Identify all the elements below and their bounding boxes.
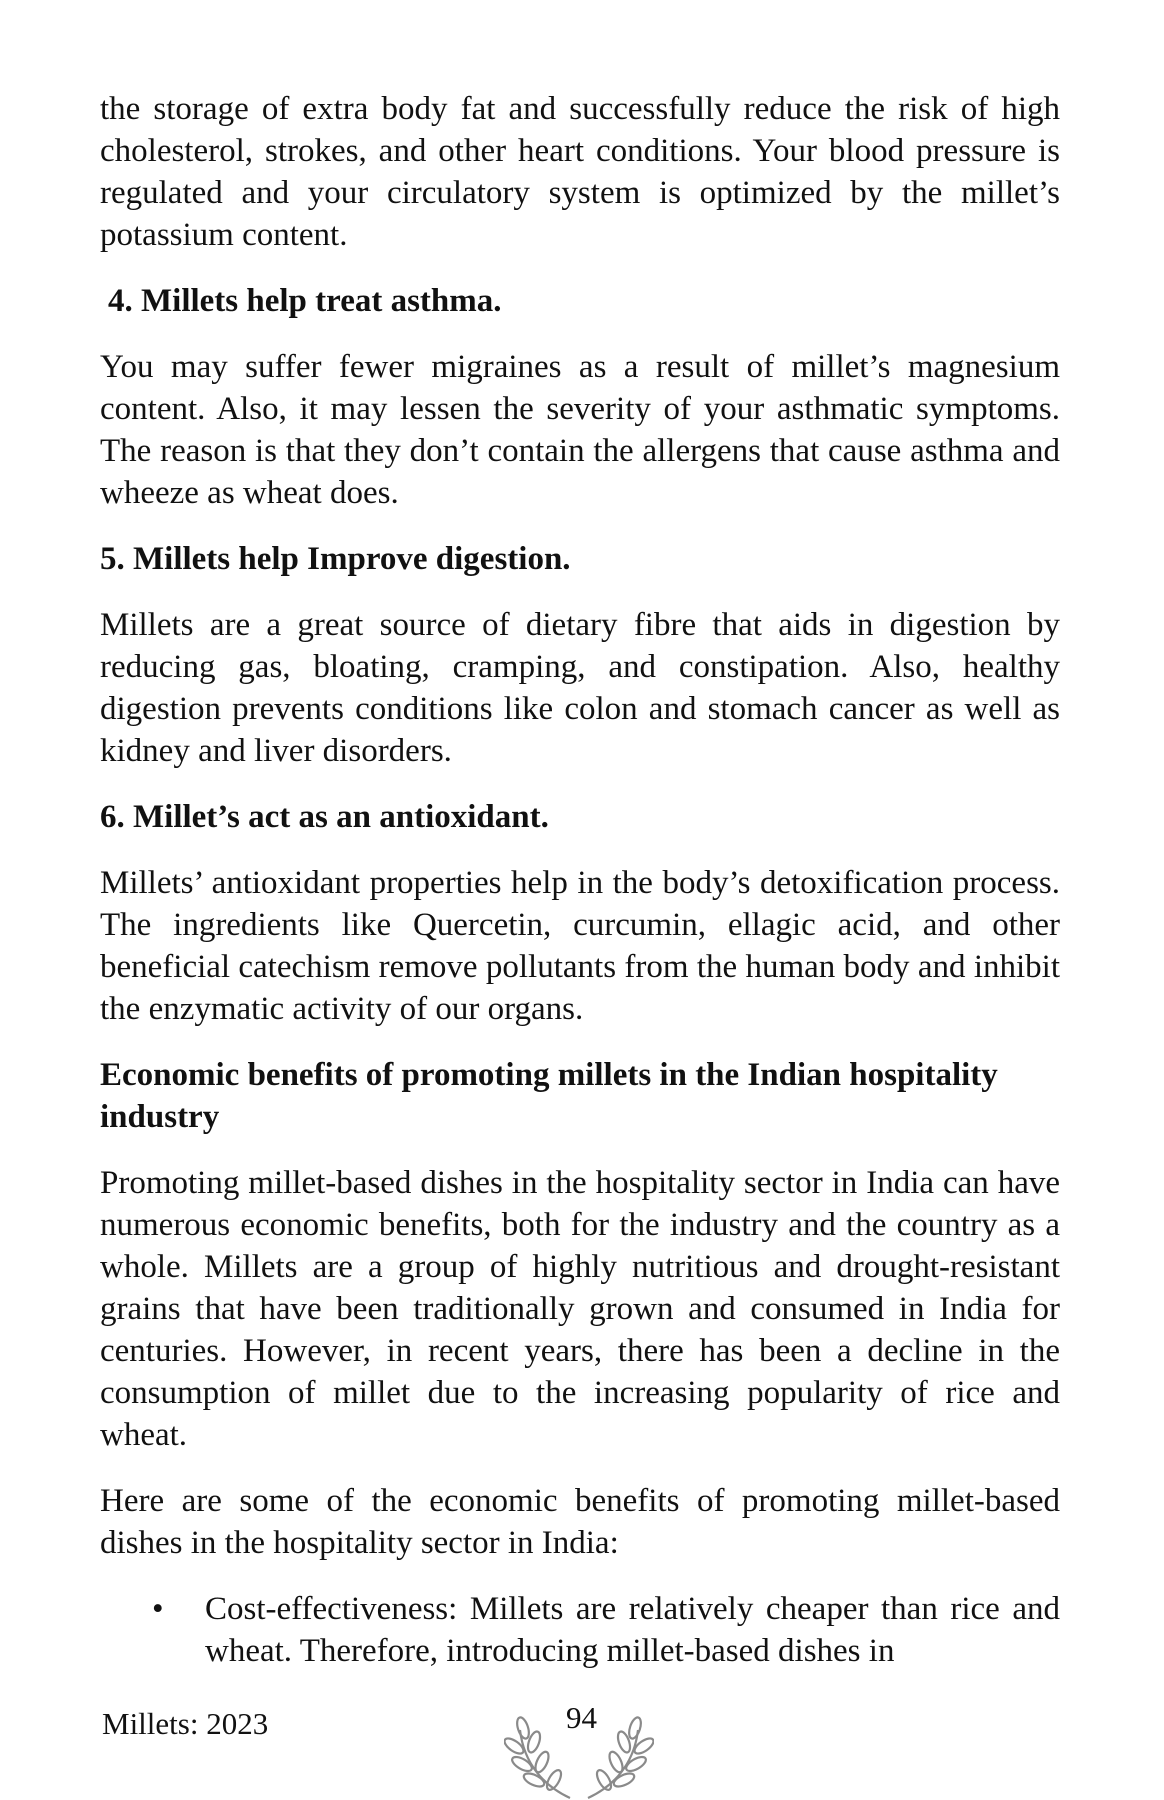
paragraph-heart-health: the storage of extra body fat and successfully reduce the risk of high cholesterol, strokes, and other heart conditions. Your blood pressure is regulated and your circulatory system is optimized by the millet’s potassium content. bbox=[100, 91, 1060, 253]
paragraph-benefits-lead: Here are some of the economic benefits of promoting millet-based dishes in the hospitality sector in India: bbox=[100, 1483, 1060, 1561]
heading-antioxidant: 6. Millet’s act as an antioxidant. bbox=[100, 799, 549, 835]
heading-asthma: 4. Millets help treat asthma. bbox=[108, 283, 502, 319]
page-number: 94 bbox=[566, 1700, 597, 1735]
heading-digestion: 5. Millets help Improve digestion. bbox=[100, 541, 571, 577]
paragraph-economic-intro: Promoting millet-based dishes in the hospitality sector in India can have numerous economic benefits, both for the industry and the country as a whole. Millets are a group of highly nutritious and drought-resistant grains that have been traditionally grown and consumed in India for centuries. However, in recent years, there has been a decline in the consumption of millet due to the increasing popularity of rice and wheat. bbox=[100, 1165, 1060, 1453]
paragraph-digestion: Millets are a great source of dietary fibre that aids in digestion by reducing gas, bloating, cramping, and constipation. Also, healthy digestion prevents conditions like colon and stomach cancer as well as kidney and liver disorders. bbox=[100, 607, 1060, 769]
list-item bbox=[100, 1588, 1060, 1672]
page-content bbox=[100, 88, 1060, 1672]
heading-economic-benefits: Economic benefits of promoting millets in the Indian hospitality industry bbox=[100, 1057, 998, 1135]
benefits-list bbox=[100, 1588, 1060, 1672]
page-footer bbox=[0, 1696, 1164, 1800]
bullet-icon: • bbox=[152, 1591, 164, 1627]
list-item-text: Cost-effectiveness: Millets are relatively cheaper than rice and wheat. Therefore, introducing millet-based dishes in bbox=[205, 1591, 1060, 1669]
paragraph-antioxidant: Millets’ antioxidant properties help in the body’s detoxification process. The ingredients like Quercetin, curcumin, ellagic acid, and other beneficial catechism remove pollutants from the human body and inhibit the enzymatic activity of our organs. bbox=[100, 865, 1060, 1027]
paragraph-asthma: You may suffer fewer migraines as a result of millet’s magnesium content. Also, it may lessen the severity of your asthmatic symptoms. The reason is that they don’t contain the allergens that cause asthma and wheeze as wheat does. bbox=[100, 349, 1060, 511]
book-title: Millets: 2023 bbox=[102, 1706, 269, 1741]
